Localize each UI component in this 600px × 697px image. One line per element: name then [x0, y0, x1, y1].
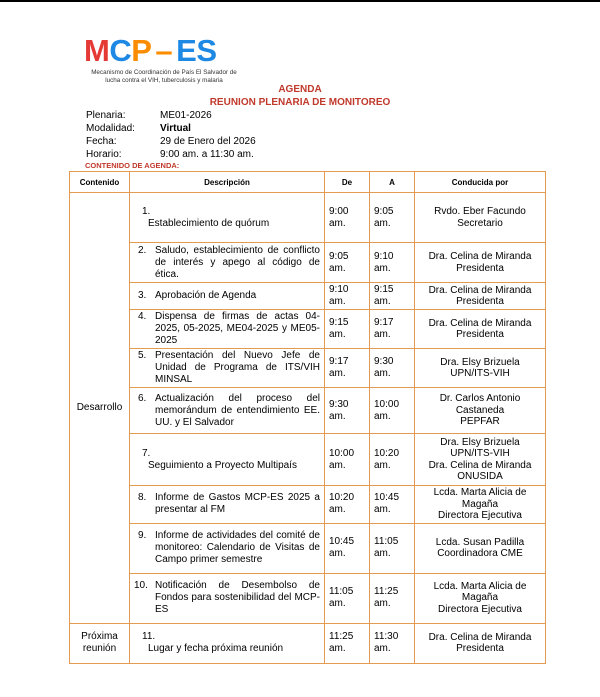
table-header-row: [70, 172, 546, 193]
description-cell: [130, 310, 325, 349]
start-time: 9:10 am.: [325, 283, 370, 310]
item-description: Aprobación de Agenda: [155, 290, 257, 301]
item-number: 4.: [138, 311, 147, 322]
item-description: Establecimiento de quórum: [148, 217, 270, 229]
start-time: 10:00 am.: [325, 434, 370, 486]
conducted-by-line: Coordinadora CME: [437, 548, 523, 559]
item-number: 3.: [138, 290, 147, 301]
logo-letter-p: P: [131, 33, 152, 68]
description-cell: [130, 243, 325, 283]
table-row: [70, 623, 546, 663]
conducted-by-line: Presidenta: [456, 643, 504, 654]
conducted-by-line: ONUSIDA: [457, 471, 503, 482]
conducted-by-line: Lcda. Marta Alicia de: [433, 580, 527, 592]
end-time: 11:05 am.: [370, 523, 415, 573]
end-time: 9:05 am.: [370, 193, 415, 243]
conducted-by-line: Presidenta: [456, 329, 504, 340]
logo-dash: –: [155, 33, 173, 68]
table-row: [70, 243, 546, 283]
agenda-section-label: CONTENIDO DE AGENDA:: [85, 161, 180, 170]
meta-value: ME01-2026: [160, 110, 212, 121]
start-time: 9:15 am.: [325, 310, 370, 349]
conducted-by-cell: [415, 623, 546, 663]
meta-label: Fecha:: [86, 136, 117, 147]
conducted-by-line: Magaña: [461, 592, 499, 604]
description-cell: [130, 573, 325, 623]
top-rule: [0, 0, 600, 2]
conducted-by-line: UPN/ITS-VIH: [450, 448, 510, 459]
conducted-by-cell: [415, 349, 546, 388]
item-description: Informe de actividades del comité de monitoreo: Calendario de Visitas de Campo primer semestre: [155, 530, 320, 565]
table-row: [70, 388, 546, 434]
conducted-by-line: Dra. Celina de Miranda: [428, 459, 532, 471]
conducted-by-cell: [415, 310, 546, 349]
item-number: 8.: [138, 492, 147, 504]
end-time: 10:20 am.: [370, 434, 415, 486]
table-row: [70, 283, 546, 310]
item-description: Informe de Gastos MCP-ES 2025 a presentar al FM: [155, 492, 320, 516]
conducted-by-cell: [415, 434, 546, 486]
end-time: 9:10 am.: [370, 243, 415, 283]
item-description: Dispensa de firmas de actas 04-2025, 05-2025, ME04-2025 y ME05-2025: [155, 311, 320, 346]
meta-value: 9:00 am. a 11:30 am.: [160, 149, 254, 160]
conducted-by-line: Dra. Celina de Miranda: [428, 317, 532, 329]
page-title: AGENDA: [278, 84, 322, 95]
item-number: 11.: [142, 631, 156, 642]
col-header-conducida: Conducida por: [415, 172, 546, 193]
meta-label: Modalidad:: [86, 123, 135, 134]
start-time: 9:00 am.: [325, 193, 370, 243]
start-time: 9:17 am.: [325, 349, 370, 388]
logo-letter-c: C: [109, 33, 132, 68]
conducted-by-line: Dra. Elsy Brizuela: [440, 436, 520, 448]
item-description: Notificación de Desembolso de Fondos para sostenibilidad del MCP-ES: [155, 580, 320, 615]
end-time: 9:15 am.: [370, 283, 415, 310]
item-number: 2.: [138, 244, 147, 256]
col-header-a: A: [370, 172, 415, 193]
description-cell: [130, 434, 325, 486]
end-time: 9:17 am.: [370, 310, 415, 349]
conducted-by-line: Dra. Celina de Miranda: [428, 284, 532, 296]
item-number: 9.: [138, 530, 147, 541]
meta-value: Virtual: [160, 123, 191, 134]
table-row: [70, 310, 546, 349]
logo-letter-m: M: [84, 33, 110, 68]
conducted-by-line: Secretario: [457, 217, 503, 229]
end-time: 11:25 am.: [370, 573, 415, 623]
conducted-by-cell: [415, 523, 546, 573]
conducted-by-line: Directora Ejecutiva: [438, 603, 522, 615]
meta-label: Horario:: [86, 149, 122, 160]
item-number: 10.: [134, 580, 148, 591]
end-time: 10:00 am.: [370, 388, 415, 434]
section-cell: Próxima reunión: [70, 623, 130, 663]
start-time: 11:25 am.: [325, 623, 370, 663]
conducted-by-line: Dra. Celina de Miranda: [428, 251, 532, 262]
logo-tagline: Mecanismo de Coordinación de País El Salvador de lucha contra el VIH, tuberculosis y malaria: [91, 69, 237, 84]
conducted-by-line: Dra. Celina de Miranda: [428, 631, 532, 643]
description-cell: [130, 486, 325, 524]
item-number: 7.: [142, 447, 151, 459]
col-header-contenido: Contenido: [70, 172, 130, 193]
col-header-de: De: [325, 172, 370, 193]
conducted-by-line: Presidenta: [456, 262, 504, 274]
description-cell: [130, 388, 325, 434]
start-time: 10:45 am.: [325, 523, 370, 573]
conducted-by-line: Rvdo. Eber Facundo: [434, 206, 526, 217]
section-cell: Desarrollo: [70, 193, 130, 624]
meta-value: 29 de Enero del 2026: [160, 136, 256, 147]
item-description: Seguimiento a Proyecto Multipaís: [148, 459, 297, 471]
description-cell: [130, 349, 325, 388]
description-cell: [130, 283, 325, 310]
end-time: 9:30 am.: [370, 349, 415, 388]
conducted-by-cell: [415, 193, 546, 243]
end-time: 10:45 am.: [370, 486, 415, 524]
conducted-by-line: Dra. Elsy Brizuela: [440, 356, 520, 368]
mcp-es-logo: [84, 34, 244, 84]
col-header-descripcion: Descripción: [130, 172, 325, 193]
conducted-by-cell: [415, 388, 546, 434]
agenda-body: [70, 193, 546, 664]
item-number: 5.: [138, 350, 147, 361]
table-row: [70, 573, 546, 623]
agenda-table: [69, 171, 546, 664]
end-time: 11:30 am.: [370, 623, 415, 663]
table-row: [70, 486, 546, 524]
description-cell: [130, 193, 325, 243]
conducted-by-line: Dr. Carlos Antonio: [439, 393, 521, 405]
item-number: 6.: [138, 392, 147, 404]
table-row: [70, 349, 546, 388]
item-number: 1.: [142, 205, 151, 217]
page-subtitle: REUNION PLENARIA DE MONITOREO: [209, 97, 391, 108]
table-row: [70, 434, 546, 486]
start-time: 9:05 am.: [325, 243, 370, 283]
meta-label: Plenaria:: [86, 110, 126, 121]
conducted-by-line: Directora Ejecutiva: [438, 510, 522, 521]
conducted-by-cell: [415, 243, 546, 283]
item-description: Presentación del Nuevo Jefe de Unidad de Programa de ITS/VIH MINSAL: [155, 350, 320, 385]
conducted-by-cell: [415, 486, 546, 524]
conducted-by-line: Castaneda: [455, 404, 505, 416]
item-description: Actualización del proceso del memorándum de entendimiento EE. UU. y El Salvador: [155, 392, 320, 428]
conducted-by-line: Lcda. Marta Alicia de: [433, 487, 527, 498]
conducted-by-line: PEPFAR: [460, 416, 500, 428]
logo-wordmark: [84, 34, 217, 68]
table-row: [70, 523, 546, 573]
start-time: 11:05 am.: [325, 573, 370, 623]
item-description: Saludo, establecimiento de conflicto de interés y apego al código de ética.: [155, 244, 320, 280]
conducted-by-line: Lcda. Susan Padilla: [435, 536, 525, 548]
start-time: 9:30 am.: [325, 388, 370, 434]
logo-suffix: ES: [176, 33, 217, 68]
conducted-by-cell: [415, 573, 546, 623]
conducted-by-line: Presidenta: [456, 296, 504, 307]
conducted-by-line: Magaña: [461, 498, 499, 510]
conducted-by-line: UPN/ITS-VIH: [450, 368, 510, 379]
table-row: [70, 193, 546, 243]
description-cell: [130, 623, 325, 663]
start-time: 10:20 am.: [325, 486, 370, 524]
description-cell: [130, 523, 325, 573]
conducted-by-cell: [415, 283, 546, 310]
item-description: Lugar y fecha próxima reunión: [148, 643, 284, 654]
